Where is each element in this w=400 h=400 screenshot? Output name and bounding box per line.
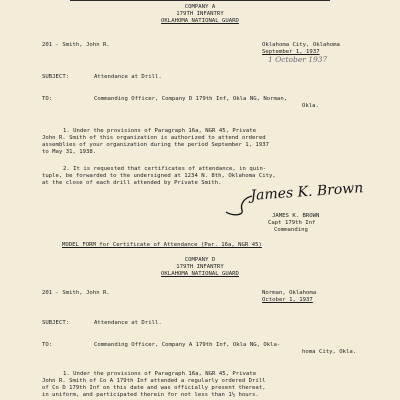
pencil-annotation: 1 October 1937 — [268, 55, 328, 64]
header-guard: OKLAHOMA NATIONAL GUARD — [161, 18, 239, 24]
memo2-date-line: October 1, 1937 — [262, 297, 313, 303]
memo2-place-line: Norman, Oklahoma — [262, 290, 317, 296]
para2-line-1: 2. It is requested that certificates of attendance, in quin- — [63, 166, 267, 172]
to-line-1: Commanding Officer, Company D 179th Inf, Okla NG, Norman, — [94, 96, 288, 102]
memo2-para1-line-4: in uniform, and participated therein for not less than 1½ hours. — [42, 392, 259, 398]
para1-line-3: assemblies of your organization during the period September 1, 1937 — [42, 142, 269, 148]
subject-text: Attendance at Drill. — [94, 74, 162, 80]
subject-label: SUBJECT: — [42, 74, 70, 80]
para2-line-3: at the close of each drill attended by Private Smith. — [42, 180, 222, 186]
memo2-subject-label: SUBJECT: — [42, 320, 70, 326]
to-label: TO: — [42, 96, 53, 102]
header2-regiment: 179TH INFANTRY — [176, 264, 224, 270]
para1-line-1: 1. Under the provisions of Paragraph 16a, NGR 45, Private — [63, 128, 257, 134]
handwritten-signature: James K. Brown — [250, 180, 364, 204]
to-line-2: Okla. — [302, 103, 319, 109]
signature-flourish-icon — [222, 194, 262, 218]
para2-line-2: tuple, be forwarded to the undersigned at 1234 N. 8th, Oklahoma City, — [42, 173, 276, 179]
header-company: COMPANY A — [184, 4, 216, 10]
top-rule — [70, 0, 330, 1]
place-line: Oklahoma City, Oklahoma — [262, 42, 340, 48]
para1-line-4: to May 31, 1938. — [42, 149, 97, 155]
memo2-to-line-1: Commanding Officer, Company A 179th Inf, Okla NG, Okla- — [94, 342, 281, 348]
memo2-subject-text: Attendance at Drill. — [94, 320, 162, 326]
header2-guard: OKLAHOMA NATIONAL GUARD — [161, 271, 239, 277]
file-reference: 201 - Smith, John R. — [42, 42, 110, 48]
memo2-to-label: TO: — [42, 342, 53, 348]
header2-company: COMPANY D — [184, 257, 216, 263]
signer-rank: Capt 179th Inf — [268, 220, 316, 226]
memo2-para1-line-1: 1. Under the provisions of Paragraph 16a, NGR 45, Private — [63, 371, 257, 377]
model-form-heading: MODEL FORM for Certificate of Attendance (Par. 16a, NGR 45) — [62, 242, 262, 248]
memo2-file-reference: 201 - Smith, John R. — [42, 290, 110, 296]
memo2-para1-line-2: John R. Smith of Co A 179th Inf attended a regularly ordered Drill — [42, 378, 266, 384]
header-regiment: 179TH INFANTRY — [176, 11, 224, 17]
para1-line-2: John R. Smith of this organization is authorized to attend ordered — [42, 135, 266, 141]
signer-role: Commanding — [274, 227, 308, 233]
date-line: September 1, 1937 — [262, 49, 320, 55]
signer-name: JAMES K. BROWN — [272, 213, 320, 219]
memo2-para1-line-3: of Co D 179th Inf on this date and was officially present thereat, — [42, 385, 266, 391]
memo2-to-line-2: homa City, Okla. — [302, 349, 357, 355]
